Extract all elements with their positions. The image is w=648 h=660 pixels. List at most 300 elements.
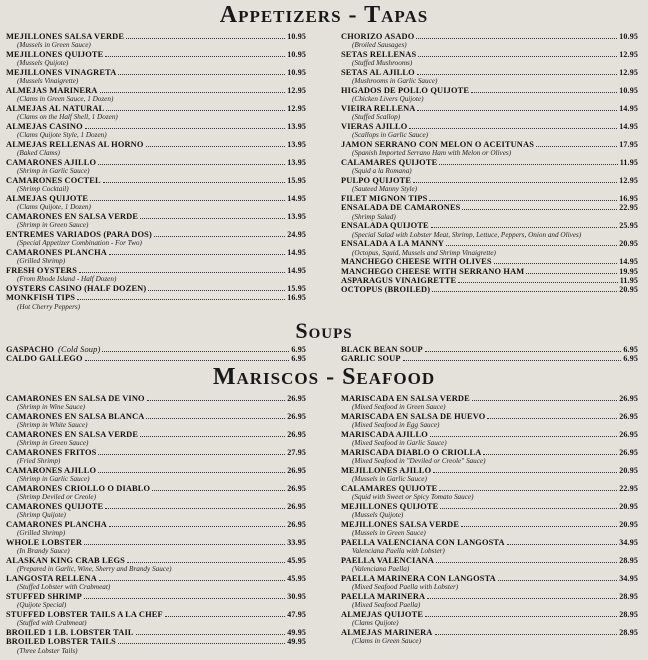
menu-item-description: (Shrimp Cocktail) <box>17 185 69 194</box>
menu-item-name: CAMARONES QUIJOTE <box>6 501 104 511</box>
menu-item-name: PAELLA MARINERA CON LANGOSTA <box>341 573 496 583</box>
menu-item-price: 22.95 <box>619 483 638 493</box>
dot-leader <box>85 122 285 129</box>
menu-item-name: PULPO QUIJOTE <box>341 175 412 185</box>
menu-item-price: 14.95 <box>619 103 638 113</box>
dot-leader <box>439 158 617 165</box>
menu-item-price: 14.95 <box>287 193 306 203</box>
menu-item-line <box>6 158 306 167</box>
menu-item-price: 13.95 <box>287 157 306 167</box>
dot-leader <box>105 50 285 57</box>
menu-item-price: 10.95 <box>287 67 306 77</box>
menu-item <box>341 68 638 86</box>
menu-item-line <box>6 574 306 583</box>
menu-item-description: (Spanish Imported Serrano Ham with Melon or Olives) <box>352 149 512 158</box>
menu-item <box>341 466 638 484</box>
menu-item-price: 13.95 <box>287 139 306 149</box>
menu-item-description: (Stuffed Mushrooms) <box>352 59 413 68</box>
menu-item <box>341 104 638 122</box>
dot-leader <box>526 267 617 274</box>
menu-item <box>341 394 638 412</box>
seafood-heading: Mariscos - Seafood <box>212 364 436 390</box>
dot-leader <box>418 50 617 57</box>
menu-item-line <box>6 448 306 457</box>
menu-item-description: (Sauteed Manny Style) <box>352 185 418 194</box>
menu-item <box>341 203 638 221</box>
menu-item-name: BROILED 1 LB. LOBSTER TAIL <box>6 627 134 637</box>
dot-leader <box>147 394 286 401</box>
menu-item <box>6 212 306 230</box>
menu-item-price: 26.95 <box>287 483 306 493</box>
menu-item-line <box>341 140 638 149</box>
dot-leader <box>152 484 285 491</box>
dot-leader <box>417 104 617 111</box>
menu-item <box>341 430 638 448</box>
menu-item <box>6 230 306 248</box>
dot-leader <box>146 412 285 419</box>
menu-item-price: 12.95 <box>287 85 306 95</box>
dot-leader <box>429 194 617 201</box>
dot-leader <box>487 412 617 419</box>
menu-item-line <box>341 194 638 203</box>
menu-item-description: (Hot Cherry Peppers) <box>17 302 81 311</box>
dot-leader <box>498 574 617 581</box>
menu-item-line <box>6 104 306 113</box>
menu-item-line <box>341 345 638 354</box>
menu-item <box>6 122 306 140</box>
dot-leader <box>461 520 617 527</box>
menu-item-description: (Special Salad with Lobster Meat, Shrimp, Lettuce, Peppers, Onion and Olives) <box>352 230 582 239</box>
menu-item-price: 20.95 <box>619 285 638 295</box>
menu-item-name: FILET MIGNON TIPS <box>341 193 428 203</box>
menu-item-name: MONKFISH TIPS <box>6 293 76 303</box>
menu-item-price: 17.95 <box>619 139 638 149</box>
menu-item-line <box>341 574 638 583</box>
menu-item-price: 14.95 <box>619 257 638 267</box>
menu-item <box>6 158 306 176</box>
menu-item <box>341 176 638 194</box>
menu-item-line <box>6 293 306 302</box>
menu-item-description: (Grilled Shrimp) <box>17 529 66 538</box>
menu-item-price: 27.95 <box>287 447 306 457</box>
menu-item <box>6 502 306 520</box>
menu-item-price: 6.95 <box>291 345 306 354</box>
menu-item-price: 33.95 <box>287 537 306 547</box>
menu-item-name: MARISCADA AJILLO <box>341 429 428 439</box>
menu-item <box>341 520 638 538</box>
menu-item-price: 14.95 <box>287 265 306 275</box>
dot-leader <box>106 104 285 111</box>
menu-item-line <box>341 466 638 475</box>
menu-item <box>6 104 306 122</box>
menu-item-description: (Clams in Green Sauce) <box>352 637 421 646</box>
dot-leader <box>109 248 285 255</box>
menu-item <box>6 86 306 104</box>
menu-item-line <box>341 50 638 59</box>
menu-item-price: 45.95 <box>287 573 306 583</box>
dot-leader <box>446 239 617 246</box>
menu-item <box>6 538 306 556</box>
menu-item-line <box>341 430 638 439</box>
menu-item-price: 26.95 <box>287 429 306 439</box>
menu-item <box>341 574 638 592</box>
menu-item-line <box>6 86 306 95</box>
dot-leader <box>118 637 285 644</box>
menu-item <box>341 285 638 294</box>
menu-item <box>6 176 306 194</box>
menu-item <box>6 140 306 158</box>
menu-item <box>341 50 638 68</box>
menu-item-name: CAMARONES AJILLO <box>6 157 97 167</box>
menu-item-name: BROILED LOBSTER TAILS <box>6 637 116 647</box>
menu-item-line <box>6 502 306 511</box>
menu-item-description: (In Brandy Sauce) <box>17 547 70 556</box>
dot-leader <box>471 86 617 93</box>
soups-right-column <box>341 345 638 364</box>
menu-item-price: 26.95 <box>287 411 306 421</box>
menu-item-name: SETAS RELLENAS <box>341 49 417 59</box>
menu-item-description: (Mixed Seafood Paella) <box>352 601 421 610</box>
dot-leader <box>494 257 618 264</box>
menu-item <box>6 345 306 354</box>
dot-leader <box>136 628 286 635</box>
menu-item-price: 26.95 <box>619 394 638 403</box>
menu-item-line <box>341 285 638 294</box>
menu-item-description: (Mussels Quijote) <box>17 59 69 68</box>
menu-item-description: (Clams Quijote Style, 1 Dozen) <box>17 131 107 140</box>
menu-item-name: PAELLA VALENCIANA CON LANGOSTA <box>341 537 505 547</box>
dot-leader <box>90 194 285 201</box>
menu-item-description: (Mussels Quijote) <box>352 511 404 520</box>
dot-leader <box>84 592 285 599</box>
menu-item-line <box>6 430 306 439</box>
menu-item-description: (Broiled Sausages) <box>352 41 407 50</box>
menu-item-price: 19.95 <box>619 266 638 276</box>
dot-leader <box>507 538 618 545</box>
seafood-right-column <box>341 394 638 646</box>
menu-item-name: CAMARONES PLANCHA <box>6 247 107 257</box>
menu-item-price: 26.95 <box>619 429 638 439</box>
menu-item-line <box>341 412 638 421</box>
menu-item-price: 45.95 <box>287 555 306 565</box>
menu-item-name: STUFFED SHRIMP <box>6 591 82 601</box>
menu-item-name: ENSALADA A LA MANNY <box>341 239 445 249</box>
menu-item <box>6 194 306 212</box>
menu-item-price: 20.95 <box>619 519 638 529</box>
menu-item-name: GASPACHO <box>6 345 55 354</box>
menu-item-price: 6.95 <box>623 345 638 354</box>
menu-item <box>341 448 638 466</box>
menu-item-name: CAMARONES COCTEL <box>6 175 101 185</box>
menu-item-price: 26.95 <box>619 447 638 457</box>
menu-item-name: HIGADOS DE POLLO QUIJOTE <box>341 85 470 95</box>
menu-item-name: GARLIC SOUP <box>341 354 401 364</box>
menu-item-name: CAMARONES EN SALSA DE VINO <box>6 394 145 403</box>
appetizers-right-column <box>341 32 638 295</box>
menu-item-name: LANGOSTA RELLENA <box>6 573 97 583</box>
menu-item-line <box>6 538 306 547</box>
menu-item-description: (Mixed Seafood in "Deviled or Creole" Sauce) <box>352 457 486 466</box>
menu-item-line <box>6 345 306 354</box>
menu-item-name: ENTREMES VARIADOS (PARA DOS) <box>6 229 152 239</box>
menu-item-name: MEJILLONES AJILLO <box>341 465 432 475</box>
menu-item-line <box>6 592 306 601</box>
dot-leader <box>148 284 285 291</box>
menu-item-description: (Stuffed Lobster with Crabmeat) <box>17 583 111 592</box>
menu-item-description: (Clams Quijote, 1 Dozen) <box>17 203 91 212</box>
menu-item <box>341 221 638 239</box>
menu-item <box>6 293 306 311</box>
menu-item <box>341 239 638 257</box>
menu-item-line <box>341 520 638 529</box>
menu-item-name: CALAMARES QUIJOTE <box>341 157 438 167</box>
menu-item-name: CALDO GALLEGO <box>6 354 83 364</box>
menu-item-line <box>6 122 306 131</box>
dot-leader <box>436 556 617 563</box>
menu-item-name: MEJILLONES QUIJOTE <box>6 49 104 59</box>
dot-leader <box>425 610 617 617</box>
menu-item-description: (Clams in Green Sauce, 1 Dozen) <box>17 95 114 104</box>
menu-item-name: VIERAS AJILLO <box>341 121 408 131</box>
menu-item-price: 26.95 <box>287 501 306 511</box>
menu-item-line <box>6 212 306 221</box>
menu-item <box>6 592 306 610</box>
menu-item-description: (Stuffed with Crabmeat) <box>17 619 87 628</box>
menu-item <box>341 86 638 104</box>
menu-item-description: (Shrimp in Garlic Sauce) <box>17 475 90 484</box>
menu-item-line <box>341 267 638 276</box>
menu-item-price: 22.95 <box>619 203 638 213</box>
menu-item-price: 20.95 <box>619 239 638 249</box>
menu-item-name: MARISCADA EN SALSA VERDE <box>341 394 470 403</box>
menu-item-price: 49.95 <box>287 627 306 637</box>
menu-item <box>341 194 638 203</box>
menu-item-name: MEJILLONES QUIJOTE <box>341 501 439 511</box>
menu-item-price: 10.95 <box>287 49 306 59</box>
menu-item-description: (Scallops in Garlic Sauce) <box>352 131 429 140</box>
seafood-left-column <box>6 394 306 655</box>
menu-item <box>341 158 638 176</box>
menu-item <box>341 32 638 50</box>
menu-item-description: (Mixed Seafood in Green Sauce) <box>352 403 446 412</box>
menu-item <box>6 354 306 363</box>
dot-leader <box>431 221 617 228</box>
menu-item-price: 28.95 <box>619 555 638 565</box>
menu-item-name: ALMEJAS QUIJOTE <box>341 609 424 619</box>
menu-item-name: WHOLE LOBSTER <box>6 537 83 547</box>
menu-item-price: 16.95 <box>287 293 306 303</box>
dot-leader <box>77 293 285 300</box>
menu-item-name: PAELLA MARINERA <box>341 591 426 601</box>
dot-leader <box>103 176 285 183</box>
menu-item-name: ALASKAN KING CRAB LEGS <box>6 555 125 565</box>
dot-leader <box>126 32 285 39</box>
menu-item-description: (Mussels in Green Sauce) <box>17 41 91 50</box>
menu-item <box>6 50 306 68</box>
menu-item-line <box>341 32 638 41</box>
menu-item-price: 30.95 <box>287 591 306 601</box>
soups-heading: Soups <box>295 318 353 343</box>
menu-item <box>341 122 638 140</box>
menu-item-name: MEJILLONES VINAGRETA <box>6 67 117 77</box>
menu-item-name: BLACK BEAN SOUP <box>341 345 423 354</box>
menu-item <box>341 412 638 430</box>
menu-item <box>341 556 638 574</box>
dot-leader <box>472 394 617 401</box>
menu-item-description: (Shrimp Salad) <box>352 212 396 221</box>
menu-item-name: ALMEJAS RELLENAS AL HORNO <box>6 139 144 149</box>
menu-item-description: (Octopus, Squid, Mussels and Shrimp Vinaigrette) <box>352 248 496 257</box>
dot-leader <box>439 484 617 491</box>
dot-leader <box>127 556 285 563</box>
menu-item-price: 25.95 <box>619 221 638 231</box>
menu-item-price: 10.95 <box>619 85 638 95</box>
menu-item <box>6 484 306 502</box>
menu-item-line <box>341 221 638 230</box>
menu-item-line <box>341 104 638 113</box>
menu-item-description: (Shrimp in Green Sauce) <box>17 439 89 448</box>
dot-leader <box>105 502 285 509</box>
menu-item-line <box>6 140 306 149</box>
dot-leader <box>98 448 285 455</box>
menu-item-line <box>6 610 306 619</box>
menu-item <box>6 32 306 50</box>
menu-item-name: CAMARONES CRIOLLO O DIABLO <box>6 483 151 493</box>
dot-leader <box>85 354 290 361</box>
menu-item-line <box>6 248 306 257</box>
menu-item-description: (Mussels in Green Sauce) <box>352 529 426 538</box>
menu-item-description: (Fried Shrimp) <box>17 457 61 466</box>
menu-item-name: MEJILLONES SALSA VERDE <box>6 32 125 41</box>
menu-item-price: 6.95 <box>623 354 638 364</box>
menu-item-line <box>341 394 638 403</box>
menu-item-price: 12.95 <box>287 103 306 113</box>
menu-item-line <box>6 628 306 637</box>
menu-item-name: ENSALADA DE CAMARONES <box>341 203 461 213</box>
dot-leader <box>99 574 285 581</box>
menu-item-name: ENSALADA QUIJOTE <box>341 221 429 231</box>
menu-item-description: (Mixed Seafood Paella with Lobster) <box>352 583 459 592</box>
menu-item-line <box>6 520 306 529</box>
menu-item-description: (Shrimp in Green Sauce) <box>17 221 89 230</box>
dot-leader <box>98 466 285 473</box>
menu-item-description: (Mixed Seafood in Garlic Sauce) <box>352 439 447 448</box>
menu-item-price: 28.95 <box>619 627 638 637</box>
dot-leader <box>483 448 617 455</box>
menu-item-name: OYSTERS CASINO (HALF DOZEN) <box>6 283 147 293</box>
menu-item-line <box>6 194 306 203</box>
menu-item-line <box>341 628 638 637</box>
menu-item-name: ALMEJAS QUIJOTE <box>6 193 89 203</box>
menu-item-line <box>341 610 638 619</box>
menu-item <box>6 610 306 628</box>
menu-item-description: (Cold Soup) <box>58 345 101 354</box>
menu-item <box>6 284 306 293</box>
menu-item-line <box>6 466 306 475</box>
menu-item-line <box>341 122 638 131</box>
menu-item <box>6 448 306 466</box>
dot-leader <box>79 266 285 273</box>
menu-item-line <box>6 266 306 275</box>
menu-item-name: JAMON SERRANO CON MELON O ACEITUNAS <box>341 139 535 149</box>
dot-leader <box>102 345 289 352</box>
menu-item-description: (Quijote Special) <box>17 601 67 610</box>
menu-item-line <box>341 239 638 248</box>
menu-item <box>6 68 306 86</box>
menu-item-line <box>341 68 638 77</box>
menu-item-description: (Mussels in Garlic Sauce) <box>352 475 427 484</box>
menu-item-name: MARISCADA EN SALSA DE HUEVO <box>341 411 486 421</box>
menu-item-price: 15.95 <box>287 283 306 293</box>
menu-item-price: 11.95 <box>619 157 638 167</box>
menu-item <box>6 637 306 655</box>
menu-item-line <box>6 394 306 403</box>
menu-item-name: OCTOPUS (BROILED) <box>341 285 431 295</box>
menu-item-price: 24.95 <box>287 229 306 239</box>
dot-leader <box>98 158 285 165</box>
menu-item-line <box>6 50 306 59</box>
dot-leader <box>435 628 618 635</box>
menu-item <box>341 354 638 363</box>
menu-item-name: MANCHEGO CHEESE WITH OLIVES <box>341 257 492 267</box>
menu-item-description: (Stuffed Scallop) <box>352 113 401 122</box>
menu-item <box>6 248 306 266</box>
menu-item-price: 26.95 <box>287 394 306 403</box>
menu-item-price: 13.95 <box>287 211 306 221</box>
menu-item-line <box>6 556 306 565</box>
menu-item-description: (Shrimp in Wine Sauce) <box>17 403 86 412</box>
menu-item-name: VIEIRA RELLENA <box>341 103 416 113</box>
menu-item-description: (Prepared in Garlic, Wine, Sherry and Brandy Sauce) <box>17 565 172 574</box>
dot-leader <box>165 610 285 617</box>
menu-item-description: (Squid a la Romana) <box>352 167 412 176</box>
menu-item <box>341 628 638 646</box>
menu-item-line <box>341 502 638 511</box>
menu-item <box>341 484 638 502</box>
menu-item-name: CAMARONES EN SALSA BLANCA <box>6 411 145 421</box>
menu-item-name: MARISCADA DIABLO O CRIOLLA <box>341 447 482 457</box>
menu-item-line <box>6 230 306 239</box>
dot-leader <box>100 86 286 93</box>
menu-item-line <box>6 637 306 646</box>
menu-item-name: MEJILLONES SALSA VERDE <box>341 519 460 529</box>
menu-item-description: (Clams Quijote) <box>352 619 399 628</box>
menu-item <box>6 430 306 448</box>
menu-item-name: CHORIZO ASADO <box>341 32 415 41</box>
menu-item-line <box>6 354 306 363</box>
dot-leader <box>154 230 285 237</box>
menu-item-price: 11.95 <box>619 275 638 285</box>
menu-item-price: 20.95 <box>619 465 638 475</box>
menu-item-price: 12.95 <box>619 49 638 59</box>
menu-item-description: (Shrimp Quijote) <box>17 511 66 520</box>
menu-item-line <box>6 412 306 421</box>
dot-leader <box>109 520 285 527</box>
menu-item-name: CAMARONES PLANCHA <box>6 519 107 529</box>
menu-item <box>341 276 638 285</box>
dot-leader <box>84 538 285 545</box>
menu-item-line <box>6 68 306 77</box>
menu-item-description: (Mushrooms in Garlic Sauce) <box>352 77 438 86</box>
menu-item-line <box>6 176 306 185</box>
dot-leader <box>409 122 617 129</box>
menu-item-description: (Shrimp in Garlic Sauce) <box>17 167 90 176</box>
menu-item-price: 15.95 <box>287 175 306 185</box>
menu-item-description: (Shrimp Deviled or Creole) <box>17 493 96 502</box>
dot-leader <box>430 430 617 437</box>
menu-item-name: ALMEJAS AL NATURAL <box>6 103 105 113</box>
dot-leader <box>536 140 617 147</box>
